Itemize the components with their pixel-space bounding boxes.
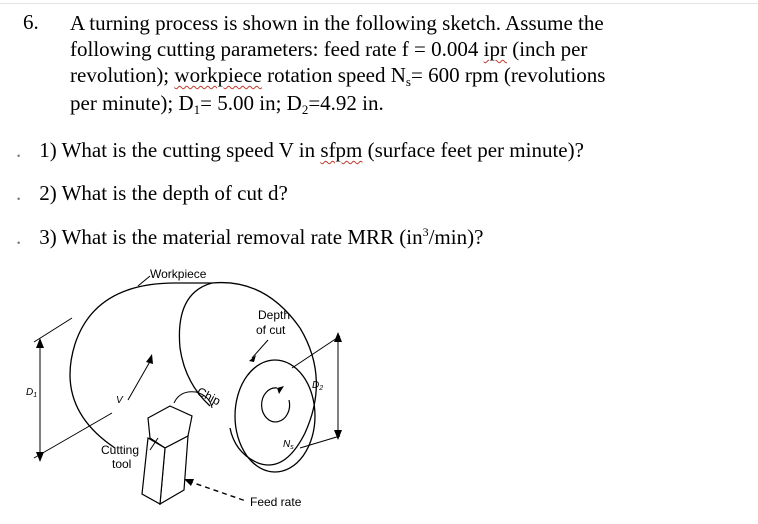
cutting-tool (142, 406, 192, 504)
d2-label: $D_2$ (312, 380, 324, 392)
sfpm-term: sfpm (320, 138, 363, 162)
of-cut-label: of cut (256, 323, 286, 337)
d1-arrow-bottom (36, 452, 44, 462)
v-arrowhead (146, 354, 153, 364)
top-divider (0, 3, 758, 4)
cutting-label: Cutting (101, 443, 140, 457)
turning-process-sketch (0, 258, 380, 520)
d1-label: $D_1$ (26, 387, 38, 399)
feed-rate-line (188, 481, 246, 501)
depth-arrowhead (249, 355, 256, 362)
chip-label: Chip (194, 384, 223, 409)
question-line-3: revolution); workpiece rotation speed $N_s= 600$ rpm (revolutions (70, 63, 606, 89)
ipr-term: ipr (483, 37, 507, 61)
question-line-2: following cutting parameters: feed rate f = 0.004 ipr (inch per (70, 37, 588, 61)
ns-label: $N_s$ (283, 439, 294, 451)
rotation-arrow (262, 388, 290, 422)
question-line-4: per minute); $D_1= 5.00$ in; $D_2=4.92$ in. (70, 91, 384, 117)
sub-question-3: . 3) What is the material removal rate MRR $(in^3/\min)$? (16, 225, 484, 249)
workpiece-label: Workpiece (150, 267, 207, 281)
sub-question-1: . 1) What is the cutting speed V in sfpm (surface feet per minute)? (16, 138, 584, 162)
d2-arrow-top (334, 332, 342, 342)
rotation-arrowhead (277, 386, 284, 394)
depth-leader (252, 340, 268, 358)
feed-rate-label: Feed rate (250, 495, 302, 509)
question-line-1: A turning process is shown in the following sketch. Assume the (70, 11, 604, 35)
question-number: 6. (23, 10, 39, 34)
sub-question-2: . 2) What is the depth of cut d? (16, 181, 288, 205)
d2-arrow-bottom (334, 430, 342, 440)
v-label: V (116, 395, 123, 406)
v-arrow-line (128, 358, 152, 400)
depth-label: Depth (258, 308, 291, 322)
tool-label: tool (112, 457, 132, 471)
feed-rate-arrowhead (184, 479, 194, 486)
workpiece-term: workpiece (174, 63, 262, 87)
